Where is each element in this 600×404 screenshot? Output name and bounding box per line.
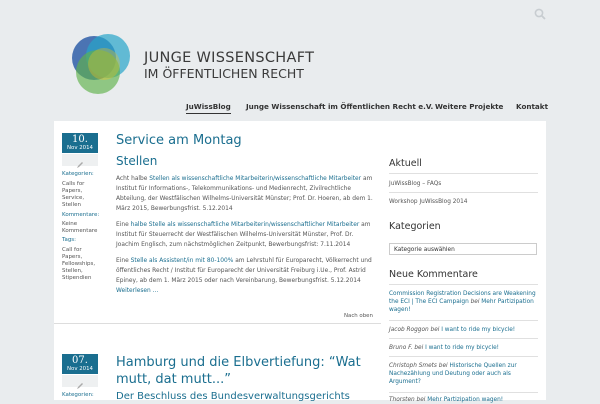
site-logo[interactable] (68, 28, 134, 96)
recent-comment (389, 362, 539, 386)
divider (389, 192, 538, 193)
category-select[interactable]: Kategorie auswählen (389, 243, 537, 255)
sidebar-link[interactable] (389, 180, 539, 188)
recent-comment (389, 344, 539, 352)
pencil-icon (76, 382, 84, 390)
post-date-month: Nov 2014 (67, 145, 93, 151)
sidebar-heading-aktuell: Aktuell (389, 158, 422, 169)
categories-label: Kategorien: (62, 171, 94, 177)
sidebar-heading-kommentare: Neue Kommentare (389, 269, 478, 280)
post-title[interactable] (116, 354, 361, 388)
post-date-day: 07. (72, 355, 88, 366)
post-date-month: Nov 2014 (67, 366, 93, 372)
text: bei (414, 397, 428, 403)
post-meta (62, 392, 102, 399)
sidebar-link[interactable] (389, 198, 539, 206)
nav-item-juwissblog[interactable]: JuWissBlog (186, 102, 231, 114)
comment-author: Christoph Smets (389, 363, 437, 369)
post-paragraph (116, 256, 374, 296)
post-subtitle: Der Beschluss des Bundesverwaltungsgerichts (116, 391, 350, 402)
comment-post-link[interactable]: Mehr Partizipation wagen! (427, 397, 504, 403)
post-meta (62, 171, 102, 282)
post-date-day: 10. (72, 134, 88, 145)
divider (389, 284, 538, 285)
text: bei (468, 299, 482, 305)
comment-author: Bruno F. (389, 345, 413, 351)
text: Eine (116, 258, 131, 264)
search-icon[interactable] (534, 8, 546, 20)
divider (389, 173, 538, 174)
text: Acht halbe (116, 176, 150, 182)
tags-label: Tags: (62, 237, 77, 243)
text: am Institut für Steuerrecht der Westfälischen Wilhelms-Universität Münster, Prof. Dr. Joachim Englisch, zum nächstmöglichen Zeitpunkt, Bewerbungsfrist: 7.11.2014 (116, 222, 371, 248)
categories-label: Kategorien: (62, 392, 94, 398)
tags-value[interactable]: Call for Papers, Fellowships, Stellen, Stipendien (62, 247, 96, 281)
comment-author-link[interactable]: Commission Registration Decisions are Weakening the ECI | The ECI Campaign (389, 291, 536, 305)
comment-author: Jacob Roggon (389, 327, 429, 333)
link-text: Workshop JuWissBlog 2014 (389, 199, 468, 205)
post-title[interactable]: Service am Montag (116, 133, 242, 148)
text: bei (436, 363, 450, 369)
comment-post-link[interactable]: Historische Quellen zur Nachezählung und Deutung oder auch als Argument? (389, 363, 517, 385)
text: bei (428, 327, 442, 333)
divider (389, 356, 538, 357)
main-nav (0, 102, 600, 116)
post-title-line2: mutt, dat mutt...” (116, 372, 232, 387)
sidebar-heading-kategorien: Kategorien (389, 221, 441, 232)
post-paragraph (116, 174, 374, 214)
comment-post-link[interactable]: I want to ride my bicycle! (441, 327, 516, 333)
site-title[interactable] (144, 50, 314, 82)
nav-item-kontakt[interactable]: Kontakt (516, 102, 548, 111)
recent-comment (389, 396, 539, 404)
nav-item-verein[interactable]: Junge Wissenschaft im Öffentlichen Recht e.V. (246, 102, 434, 111)
link-text: JuWissBlog – FAQs (389, 181, 442, 187)
read-more-link[interactable]: Weiterlesen ... (116, 288, 159, 294)
comments-value[interactable]: Keine Kommentare (62, 221, 98, 234)
post-date (62, 354, 98, 374)
post-date (62, 133, 98, 153)
job-link[interactable]: Stelle als Assistent/in mit 80-100% (130, 258, 234, 264)
post-paragraph (116, 220, 374, 250)
text: Eine (116, 222, 131, 228)
text: am Lehrstuhl für Europarecht, Völkerrecht und öffentliches Recht / Institut für Europarecht der Universität Freiburg i.Ue., Prof. Astrid Epiney, ab dem 1. März 2015 oder nach Vereinbarung, Bewerbungsfrist. 5.12.2014 (116, 258, 372, 284)
site-title-line1: JUNGE WISSENSCHAFT (144, 50, 315, 66)
sidebar (381, 121, 546, 403)
pencil-icon (76, 161, 84, 169)
job-link[interactable]: halbe Stelle als wissenschaftliche Mitarbeiterin/wissenschaftlicher Mitarbeiter (130, 222, 360, 228)
categories-value[interactable]: Calls for Papers, Service, Stellen (62, 181, 85, 208)
post-separator (54, 323, 381, 324)
post-body (116, 174, 374, 302)
post-format-icon (62, 375, 98, 387)
comment-author: Thorsten (389, 397, 415, 403)
comments-label: Kommentare: (62, 212, 100, 218)
back-to-top-link[interactable]: Nach oben (344, 313, 373, 319)
post-subtitle: Stellen (116, 154, 158, 168)
post-format-icon (62, 154, 98, 166)
nav-item-weitere-projekte[interactable]: Weitere Projekte (435, 102, 504, 111)
divider (389, 392, 538, 393)
text: bei (412, 345, 426, 351)
comment-post-link[interactable]: I want to ride my bicycle! (425, 345, 499, 351)
post-title-line1: Hamburg und die Elbvertiefung: “Wat (116, 355, 361, 370)
text: am Institut für Informations-, Telekommunikations- und Medienrecht, Zivilrechtliche Abteilung, der Westfälischen Wilhelms-Universität Münster; Prof. Dr. Hoeren, ab dem 1. März 2015, Bewerbungsfrist. 5.12.2014 (116, 176, 373, 212)
main-content (54, 121, 381, 400)
job-link[interactable]: Stellen als wissenschaftliche Mitarbeiterin/wissenschaftliche Mitarbeiter (149, 176, 362, 182)
divider (389, 338, 538, 339)
comment-post-link[interactable]: Mehr Partizipation wagen! (389, 299, 534, 313)
recent-comment (389, 290, 539, 314)
site-title-line2: IM ÖFFENTLICHEN RECHT (144, 66, 304, 81)
recent-comment (389, 326, 539, 334)
divider (389, 320, 538, 321)
